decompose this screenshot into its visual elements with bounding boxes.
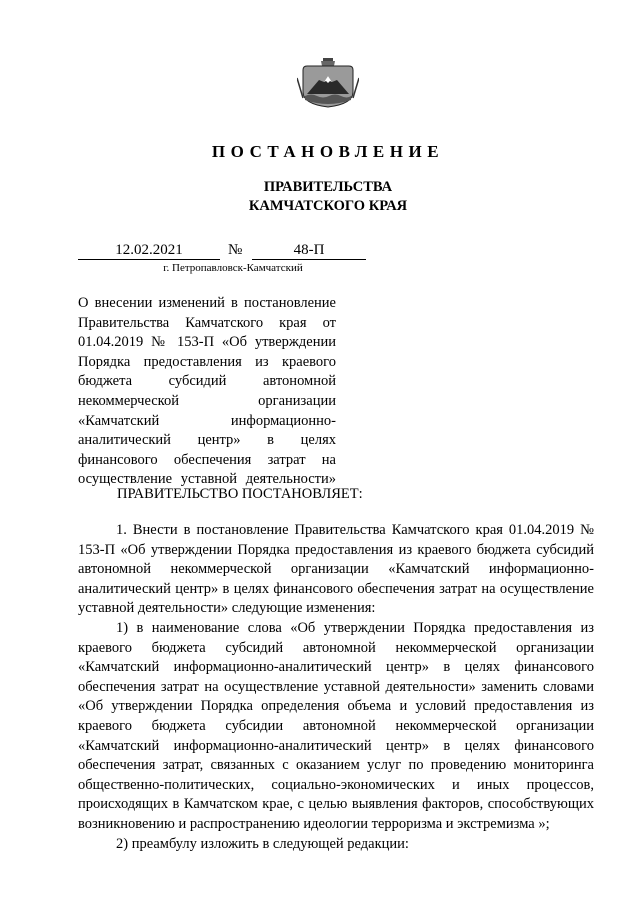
authority-line-1: ПРАВИТЕЛЬСТВА <box>263 179 393 195</box>
decree-heading: ПРАВИТЕЛЬСТВО ПОСТАНОВЛЯЕТ: <box>117 486 363 502</box>
document-body <box>78 521 594 854</box>
city-line: г. Петропавловск-Камчатский <box>163 262 303 274</box>
paragraph-3: 2) преамбулу изложить в следующей редакции: <box>116 835 409 852</box>
document-title: ПОСТАНОВЛЕНИЕ <box>211 142 445 161</box>
date-number-row <box>78 241 368 261</box>
authority-line-2: КАМЧАТСКОГО КРАЯ <box>248 198 408 214</box>
document-date: 12.02.2021 <box>78 241 220 260</box>
document-number: 48-П <box>252 241 366 260</box>
issuing-authority <box>0 178 640 216</box>
number-sign: № <box>228 242 243 258</box>
paragraph-1: 1. Внести в постановление Правительства Камчатского края 01.04.2019 № 153-П «Об утверждении Порядка предоставления из краевого бюджета субсидий автономной некоммерческой организации «Камчатский информационно-аналитический центр» в целях финансового обеспечения затрат на осуществление уставной деятельности» следующие изменения: <box>78 522 594 617</box>
paragraph-2: 1) в наименование слова «Об утверждении Порядка предоставления из краевого бюджета субсидий автономной некоммерческой организации «Камчатский информационно-аналитический центр» в целях финансового обеспечения затрат на осуществление уставной деятельности» заменить словами «Об утверждении Порядка определения объема и условий предоставления из краевого бюджета субсидии автономной некоммерческой организации «Камчатский информационно-аналитический центр» в целях финансового обеспечения затрат, связанных с оказанием услуг по проведению мониторинга общественно-политических, социально-экономических и иных процессов, происходящих в Камчатском крае, с целью выявления факторов, способствующих возникновению и распространению идеологии терроризма и экстремизма »; <box>78 619 594 832</box>
document-subject: О внесении изменений в постановление Правительства Камчатского края от 01.04.2019 № 153-П «Об утверждении Порядка предоставления из краевого бюджета субсидий автономной некоммерческой организации «Камчатский информационно-аналитический центр» в целях финансового обеспечения затрат на осуществление уставной деятельности» <box>78 295 336 488</box>
coat-of-arms-icon <box>297 58 359 108</box>
